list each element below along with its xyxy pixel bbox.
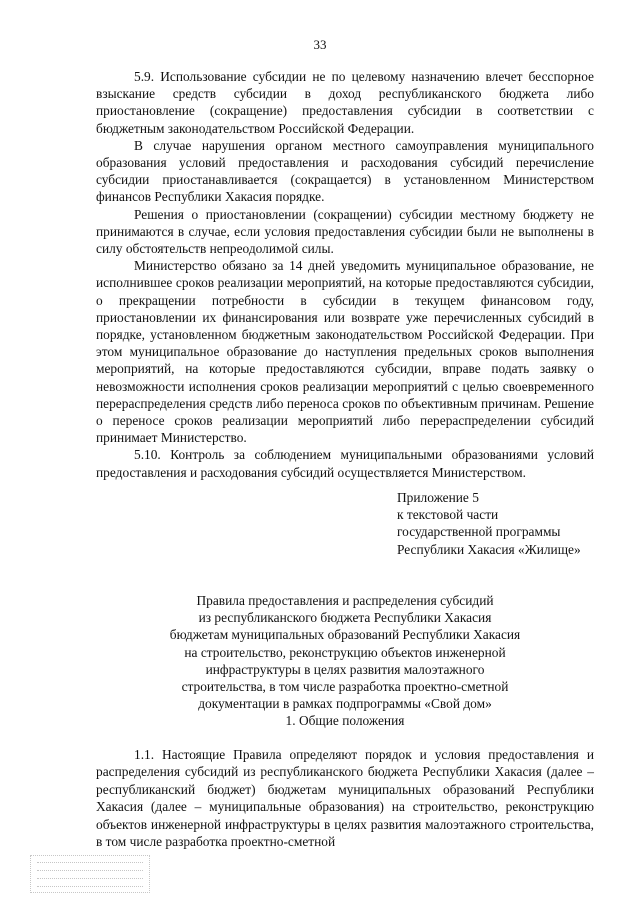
rules-title-line: из республиканского бюджета Республики Хакасия	[198, 610, 492, 626]
rules-title-line: бюджетам муниципальных образований Республики Хакасия	[169, 627, 521, 643]
section-heading: 1. Общие положения	[285, 713, 405, 728]
paragraph-decisions: Решения о приостановлении (сокращении) субсидии местному бюджету не принимаются в случае, если условия предоставления субсидии были не выполнены в силу обстоятельств непреодолимой силы.	[96, 206, 594, 257]
appendix-line: Приложение 5	[397, 490, 479, 505]
paragraph-5-10: 5.10. Контроль за соблюдением муниципальными образованиями условий предоставления и расходования субсидий осуществляется Министерством.	[96, 447, 594, 480]
paragraph-ministry-notice: Министерство обязано за 14 дней уведомить муниципальное образование, не исполнившее сроков реализации мероприятий, на которые предоставляются субсидии, о прекращении потребности в субсидии в текущем финансовом году, приостановлении их финансирования или возврате уже перечисленных субсидий в порядке, установленном бюджетным законодательством Российской Федерации. При этом муниципальное образование до наступления предельных сроков выполнения мероприятий, на которые предоставляются субсидии, вправе подать заявку о невозможности исполнения сроков реализации мероприятий с целью своевременного перераспределения средств либо переноса сроков по объективным причинам. Решение о переносе сроков реализации мероприятий либо перераспределении субсидий принимает Министерство.	[96, 258, 594, 446]
registration-stamp	[30, 855, 150, 893]
page-number: 33	[313, 37, 327, 52]
appendix-note	[397, 489, 617, 558]
paragraph-1-1: 1.1. Настоящие Правила определяют порядок и условия предоставления и распределения субсидий из республиканского бюджета Республики Хакасия (далее – республиканский бюджет) бюджетам муниципальных образований Республики Хакасия (далее – муниципальные образования) на строительство, реконструкцию объектов инженерной инфраструктуры в целях развития малоэтажного строительства, в том числе разработка проектно-сметной	[96, 747, 594, 850]
paragraph-violation: В случае нарушения органом местного самоуправления муниципального образования условий предоставления и расходования субсидий перечисление субсидии приостанавливается (сокращается) в установленном Министерством финансов Республики Хакасия порядке.	[96, 137, 594, 205]
appendix-line: к текстовой части	[397, 507, 499, 523]
appendix-line: государственной программы	[397, 524, 561, 540]
paragraph-5-9: 5.9. Использование субсидии не по целевому назначению влечет бесспорное взыскание средств субсидии в доход республиканского бюджета либо приостановление (сокращение) предоставления субсидии в соответствии с бюджетным законодательством Российской Федерации.	[96, 69, 594, 136]
rules-title-line: на строительство, реконструкцию объектов инженерной	[184, 644, 506, 660]
rules-text	[96, 746, 594, 850]
rules-title-line: строительства, в том числе разработка проектно-сметной	[181, 679, 509, 695]
rules-title	[110, 592, 580, 712]
appendix-line: Республики Хакасия «Жилище»	[397, 541, 581, 557]
rules-title-line: инфраструктуры в целях развития малоэтажного	[205, 661, 485, 677]
rules-title-line: Правила предоставления и распределения субсидий	[196, 593, 494, 608]
body-text	[96, 68, 594, 481]
rules-title-line: документации в рамках подпрограммы «Свой дом»	[198, 696, 492, 712]
